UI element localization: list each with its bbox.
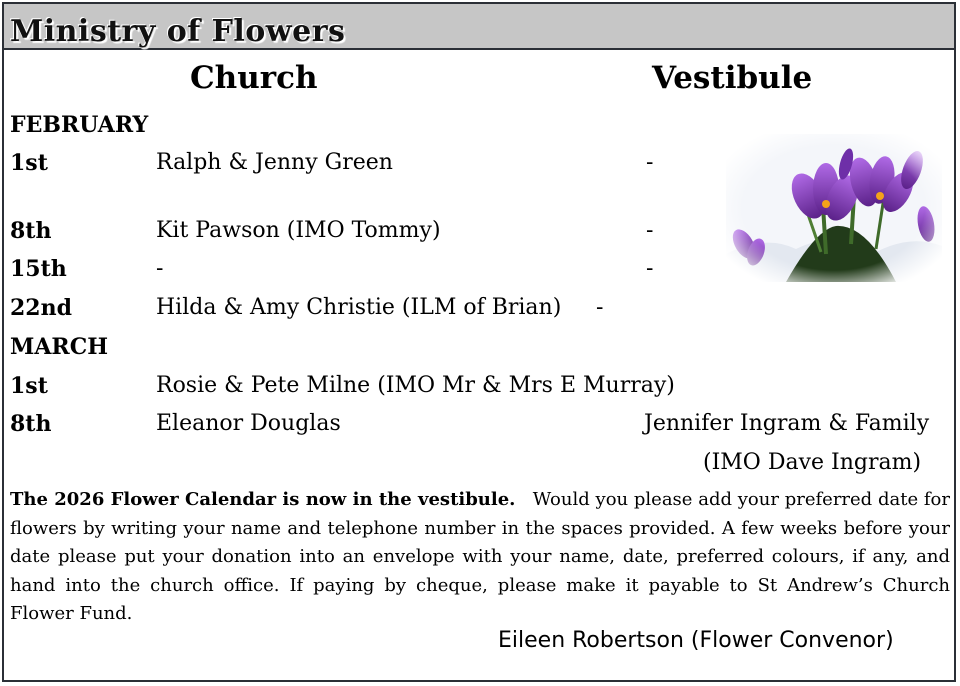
rota-vestibule-note: (IMO Dave Ingram) — [703, 450, 922, 475]
rota-date: 15th — [10, 256, 67, 282]
month-heading-february: FEBRUARY — [10, 112, 149, 138]
page-title: Ministry of Flowers — [10, 14, 346, 49]
column-heading-vestibule: Vestibule — [652, 60, 813, 96]
rota-church-name: Eleanor Douglas — [156, 411, 341, 436]
rota-date: 1st — [10, 373, 48, 399]
signature: Eileen Robertson (Flower Convenor) — [498, 628, 894, 653]
rota-date: 8th — [10, 218, 52, 244]
rota-church-name: - — [156, 256, 164, 281]
column-heading-church: Church — [190, 60, 318, 96]
notice-lead: The 2026 Flower Calendar is now in the vestibule. — [10, 489, 516, 510]
rota-vestibule-name: - — [646, 218, 654, 243]
rota-church-name: Rosie & Pete Milne (IMO Mr & Mrs E Murray) — [156, 373, 675, 398]
rota-church-name: Ralph & Jenny Green — [156, 150, 393, 175]
rota-vestibule-name: - — [646, 256, 654, 281]
rota-church-name: Hilda & Amy Christie (ILM of Brian) — [156, 295, 562, 320]
month-heading-march: MARCH — [10, 334, 109, 360]
header-banner — [4, 4, 954, 50]
rota-date: 1st — [10, 150, 48, 176]
rota-church-name: Kit Pawson (IMO Tommy) — [156, 218, 441, 243]
rota-date: 22nd — [10, 295, 72, 321]
crocus-flower-image — [726, 134, 942, 282]
rota-date: 8th — [10, 411, 52, 437]
flower-calendar-notice — [10, 486, 950, 629]
notice-body: Would you please add your preferred date for flowers by writing your name and telephone number in the spaces provided. A few weeks before your date please put your donation into an envelope with your name, date, preferred colours, if any, and hand into the church office. If paying by cheque, please make it payable to St Andrew’s Church Flower Fund. — [10, 489, 950, 624]
rota-vestibule-name: Jennifer Ingram & Family — [644, 411, 930, 436]
rota-vestibule-name: - — [596, 295, 604, 320]
rota-vestibule-name: - — [646, 150, 654, 175]
